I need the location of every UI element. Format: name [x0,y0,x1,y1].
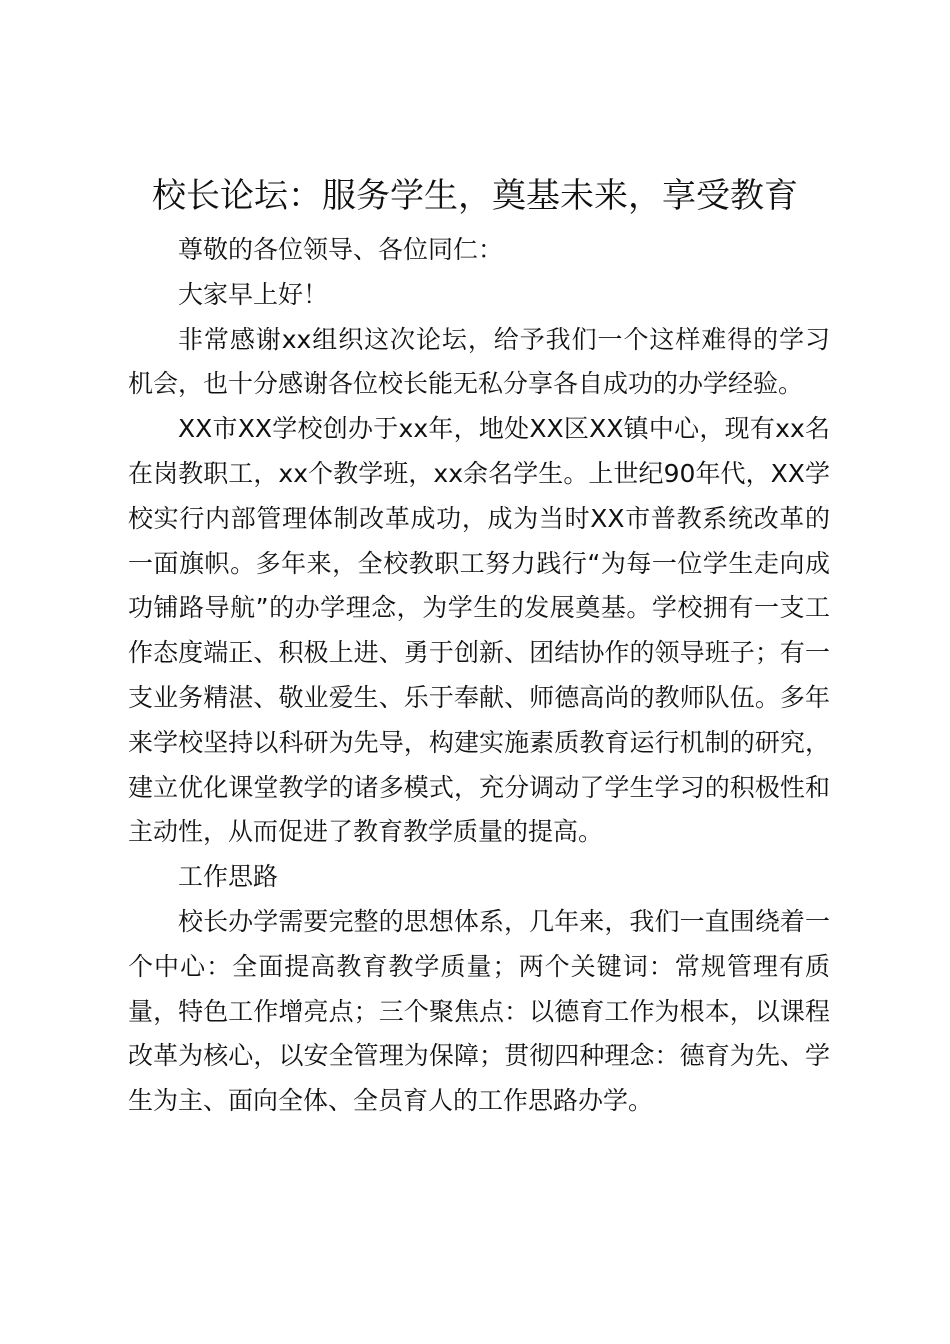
document-title: 校长论坛：服务学生，奠基未来，享受教育 [152,176,798,216]
greeting: 大家早上好！ [178,279,329,309]
salutation: 尊敬的各位领导、各位同仁： [178,235,504,264]
paragraph-thanks: 非常感谢xx组织这次论坛，给予我们一个这样难得的学习机会，也十分感谢各位校长能无私分享各自成功的办学经验。 [128,324,830,399]
document-body [128,228,830,1124]
paragraph-school-intro: XX市XX学校创办于xx年，地处XX区XX镇中心，现有xx名在岗教职工，xx个教学班，xx余名学生。上世纪90年代，XX学校实行内部管理体制改革成功，成为当时XX市普教系统改革的一面旗帜。多年来，全校教职工努力践行“为每一位学生走向成功铺路导航”的办学理念，为学生的发展奠基。学校拥有一支工作态度端正、积极上进、勇于创新、团结协作的领导班子；有一支业务精湛、敬业爱生、乐于奉献、师德高尚的教师队伍。多年来学校坚持以科研为先导，构建实施素质教育运行机制的研究，建立优化课堂教学的诸多模式，充分调动了学生学习的积极性和主动性，从而促进了教育教学质量的提高。 [128,414,830,847]
paragraph-work-ideas: 校长办学需要完整的思想体系，几年来，我们一直围绕着一个中心：全面提高教育教学质量；两个关键词：常规管理有质量，特色工作增亮点；三个聚焦点：以德育工作为根本，以课程改革为核心，以安全管理为保障；贯彻四种理念：德育为先、学生为主、面向全体、全员育人的工作思路办学。 [128,906,830,1116]
section-heading-work-ideas: 工作思路 [178,862,279,892]
